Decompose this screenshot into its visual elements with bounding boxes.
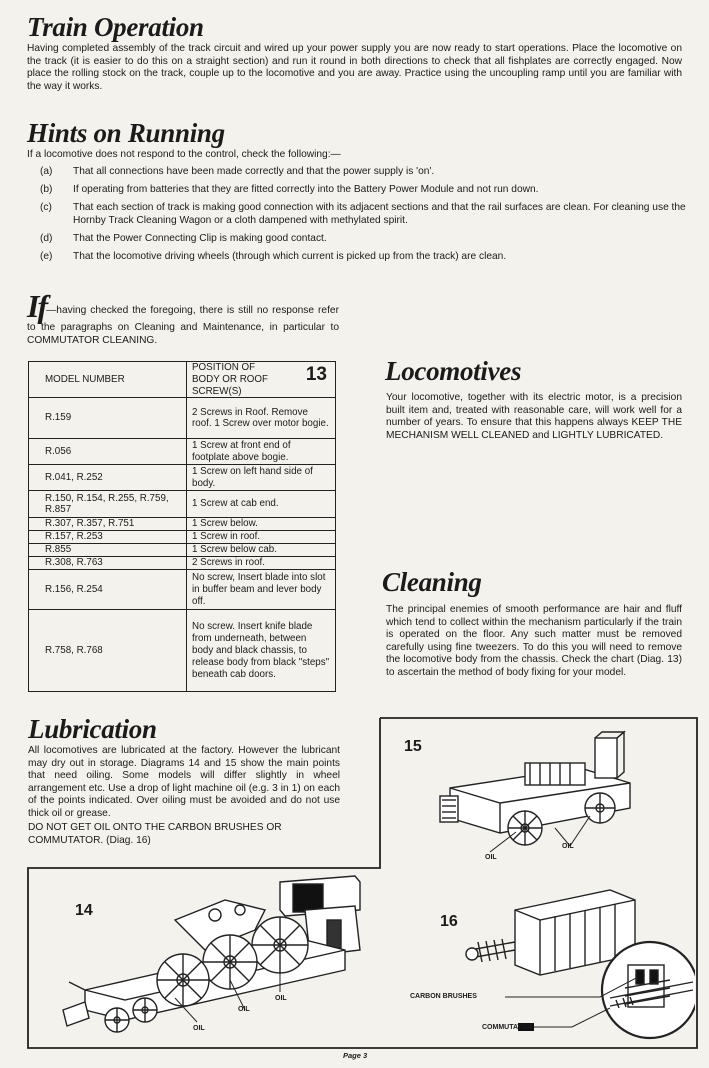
cleaning-text: The principal enemies of smooth performance are hair and fluff which tend to collect within the mechanism particularly if the train is operated on the floor. Any such matter must be removed carefully using fine tweezers. To do this you will need to remove the locomotive body from the chassis. Check the chart (Diag. 13) to ascertain the method of body fixing for your model. [386, 604, 682, 678]
if-drop-cap: If [27, 288, 47, 324]
diagram-14-oil-label: OIL [193, 1025, 205, 1032]
chart-header-position-text: POSITION OF BODY OR ROOF SCREW(S) [192, 362, 269, 397]
chart-model-cell: R.157, R.253 [29, 531, 187, 544]
diagram-15-oil-label: OIL [485, 854, 497, 861]
diagram-16-motor-illustration [460, 870, 695, 1042]
diagram-15-oil-label: OIL [562, 843, 574, 850]
chart-header-model: MODEL NUMBER [29, 362, 187, 398]
chart-position-cell: 1 Screw at front end of footplate above bogie. [187, 439, 336, 465]
hint-label: (a) [40, 166, 53, 177]
chart-position-cell: 1 Screw at cab end. [187, 491, 336, 518]
chart-model-cell: R.758, R.768 [29, 610, 187, 692]
hint-text: That the locomotive driving wheels (through which current is picked up from the track) are clean. [73, 250, 507, 262]
diagram-16-number: 16 [440, 913, 458, 930]
chart-model-cell: R.855 [29, 544, 187, 557]
chart-model-cell: R.159 [29, 398, 187, 439]
chart-model-cell: R.041, R.252 [29, 465, 187, 491]
hint-label: (d) [40, 232, 53, 244]
chart-position-cell: 1 Screw below. [187, 518, 336, 531]
cleaning-heading: Cleaning [382, 567, 482, 597]
hint-text: That the Power Connecting Clip is making good contact. [73, 232, 327, 244]
locomotives-text: Your locomotive, together with its electric motor, is a precision built item and, treated with reasonable care, will work well for a number of years. To ensure that this happens always KEEP THE MECHANISM WELL CLEANED and LIGHTLY LUBRICATED. [386, 392, 682, 441]
hint-text: That all connections have been made correctly and that the power supply is 'on'. [73, 166, 435, 177]
chart-model-cell: R.056 [29, 439, 187, 465]
chart-model-cell: R.308, R.763 [29, 557, 187, 570]
train-operation-text: Having completed assembly of the track circuit and wired up your power supply you are now ready to start operations. Place the locomotive on the track (it is easier to do this on a straight section) and run it round in both directions to check that all fishplates are correctly engaged. Now place the rolling stock on the track, couple up to the locomotive and you are away. Practice using the uncoupling ramp until you are familiar with the way it works. [27, 43, 682, 92]
diagram-14-number: 14 [75, 902, 93, 919]
hint-label: (c) [40, 202, 52, 214]
carbon-brushes-label: CARBON BRUSHES [410, 993, 477, 1000]
diagram-15-chassis-illustration [430, 728, 650, 858]
chart-position-cell: 2 Screws in Roof. Remove roof. 1 Screw over motor bogie. [187, 398, 336, 439]
lubrication-text: All locomotives are lubricated at the factory. However the lubricant may dry out in storage. Diagrams 14 and 15 show the main points that need oiling. Some models will differ slightly in wheel arrangement etc. Use a drop of light machine oil (e.g. 3 in 1) on each of the points indicated. Over oiling must be avoided and do not use thick oil or grease. [28, 745, 340, 819]
chart-position-cell: 1 Screw in roof. [187, 531, 336, 544]
if-note-text: —having checked the foregoing, there is still no response refer to the paragraphs on Cleaning and Maintenance, in particular to COMMUTATOR CLEANING. [27, 305, 339, 346]
locomotives-heading: Locomotives [385, 356, 522, 386]
hint-text: That each section of track is making good connection with its adjacent sections and that the rail surfaces are clean. For cleaning use the Hornby Track Cleaning Wagon or a cloth dampened with methylated spirit. [73, 202, 686, 226]
lubrication-warning: DO NOT GET OIL ONTO THE CARBON BRUSHES OR COMMUTATOR. (Diag. 16) [28, 822, 282, 846]
hints-heading: Hints on Running [27, 118, 225, 148]
hint-label: (e) [40, 250, 53, 262]
chart-model-cell: R.156, R.254 [29, 570, 187, 610]
hint-label: (b) [40, 184, 53, 196]
chart-position-cell: 1 Screw below cab. [187, 544, 336, 557]
train-operation-heading: Train Operation [27, 12, 204, 42]
diagram-13-number: 13 [305, 364, 327, 385]
hint-text: If operating from batteries that they are fitted correctly into the Battery Power Module and not run down. [73, 184, 539, 196]
chart-position-cell: 2 Screws in roof. [187, 557, 336, 570]
chart-position-cell: 1 Screw on left hand side of body. [187, 465, 336, 491]
diagram-14-locomotive-illustration [55, 870, 385, 1040]
commutator-label: COMMUTATOR [482, 1024, 533, 1031]
diagram-15-number: 15 [404, 738, 422, 755]
chart-position-cell: No screw. Insert knife blade from underneath, between body and black chassis, to release body from black "steps" beneath cab doors. [187, 610, 336, 692]
chart-model-cell: R.150, R.154, R.255, R.759, R.857 [29, 491, 187, 518]
page-number: Page 3 [343, 1051, 368, 1060]
chart-model-cell: R.307, R.357, R.751 [29, 518, 187, 531]
lubrication-heading: Lubrication [28, 714, 157, 744]
chart-position-cell: No screw, Insert blade into slot in buffer beam and lever body off. [187, 570, 336, 610]
hints-intro: If a locomotive does not respond to the control, check the following:— [27, 149, 341, 160]
diagram-14-oil-label: OIL [275, 995, 287, 1002]
diagram-14-oil-label: OIL [238, 1006, 250, 1013]
